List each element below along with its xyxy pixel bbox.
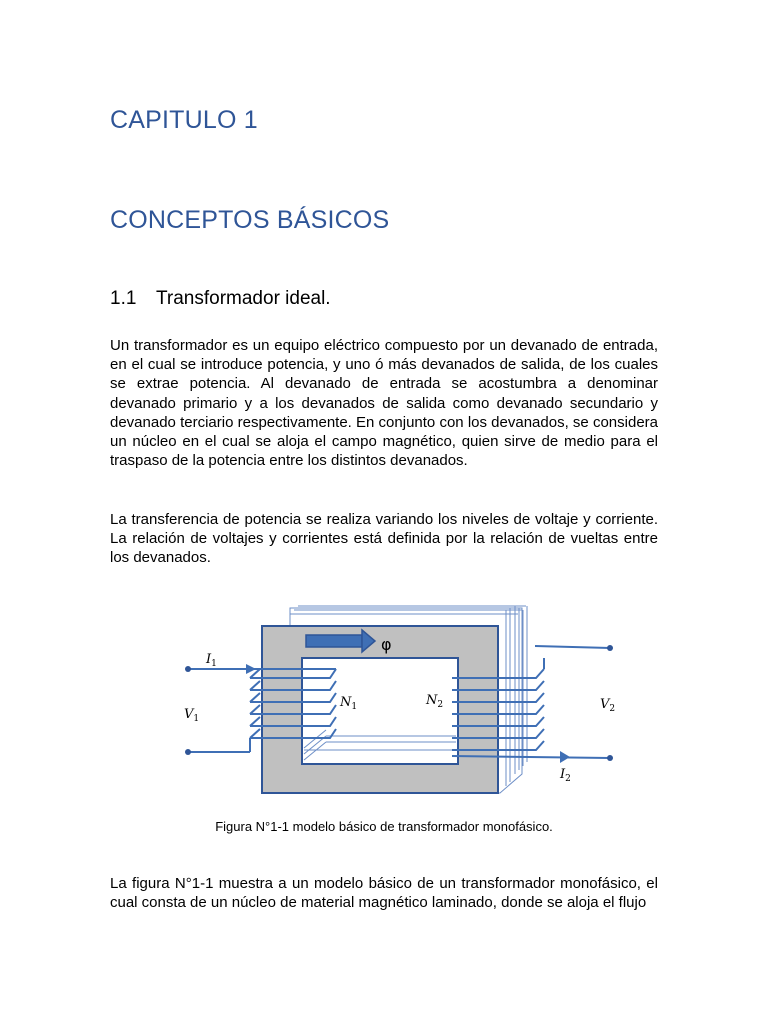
secondary-terminal-top	[607, 645, 613, 651]
paragraph-transformer-definition: Un transformador es un equipo eléctrico compuesto por un devanado de entrada, en el cual se introduce potencia, y uno ó más devanados de salida, de los cuales se extrae potencia. Al devanado de entrada se acostumbra a denominar devanado primario y a los devanados de salida como devanado secundario y devanado terciario respectivamente. En conjunto con los devanados, se considera un núcleo en el cual se aloja el campo magnético, quien sirve de medio para el traspaso de la potencia entre los distintos devanados.	[110, 337, 658, 470]
flux-label: φ	[381, 635, 392, 654]
secondary-terminal-bottom	[607, 755, 613, 761]
i2-label: $I_2$	[560, 767, 571, 784]
transformer-diagram	[170, 596, 630, 806]
section-title: Transformador ideal.	[156, 288, 331, 309]
v1-label: $V_1$	[184, 707, 200, 724]
v2-label: $V_2$	[600, 697, 616, 714]
chapter-heading: CAPITULO 1	[110, 106, 258, 134]
figure-caption: Figura N°1-1 modelo básico de transformador monofásico.	[215, 819, 553, 834]
paragraph-figure-description: La figura N°1-1 muestra a un modelo básico de un transformador monofásico, el cual consta de un núcleo de material magnético laminado, donde se aloja el flujo	[110, 875, 658, 912]
primary-leads	[188, 669, 250, 752]
paragraph-power-transfer: La transferencia de potencia se realiza variando los niveles de voltaje y corriente. La relación de voltajes y corrientes está definida por la relación de vueltas entre los devanados.	[110, 511, 658, 567]
section-number: 1.1	[110, 288, 137, 309]
i2-arrowhead	[560, 751, 570, 763]
i1-label: $I_1$	[206, 652, 217, 669]
n1-label: $N_1$	[340, 695, 358, 712]
section-heading	[110, 288, 331, 310]
primary-terminal-bottom	[185, 749, 191, 755]
n2-label: $N_2$	[426, 693, 444, 710]
primary-terminal-top	[185, 666, 191, 672]
chapter-title: CONCEPTOS BÁSICOS	[110, 206, 390, 234]
